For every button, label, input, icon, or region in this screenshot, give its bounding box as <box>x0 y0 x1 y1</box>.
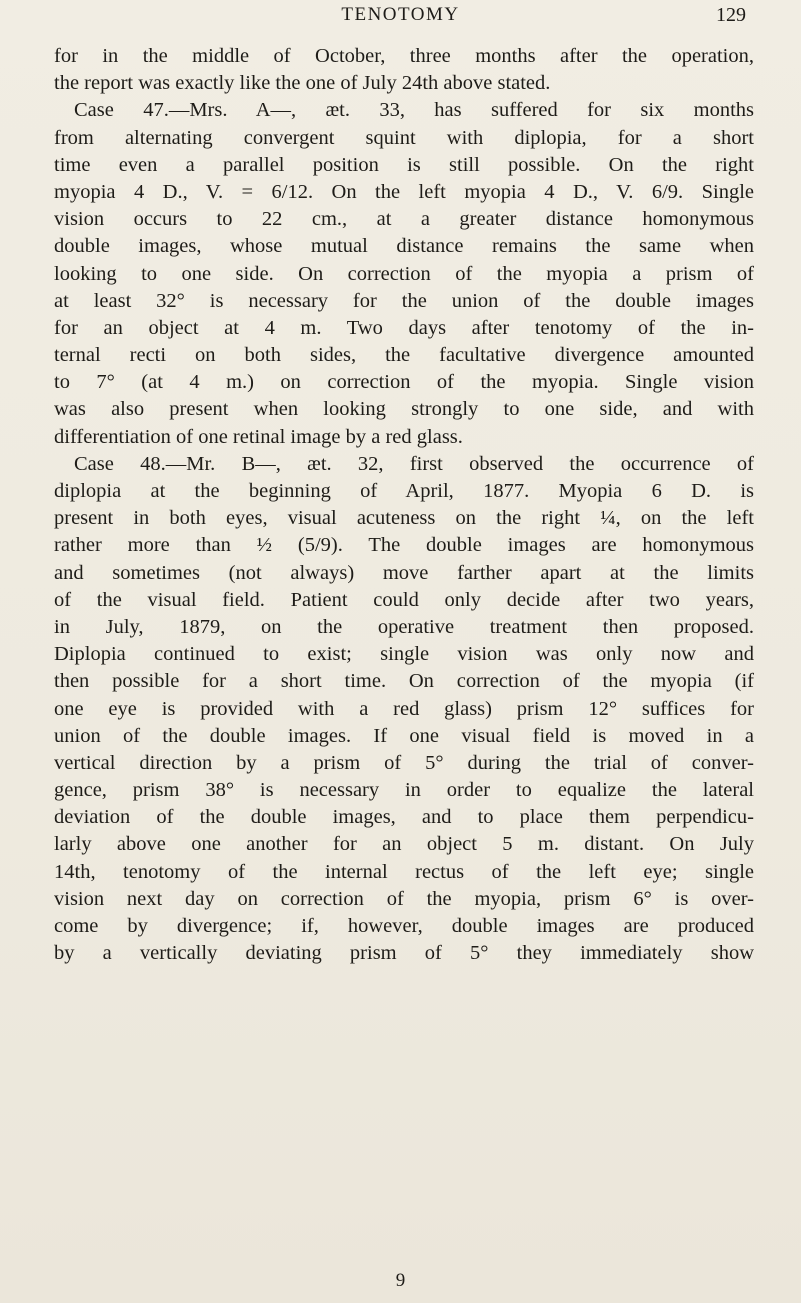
text-line: 14th, tenotomy of the internal rectus of the left eye; single <box>54 860 754 883</box>
text-line: gence, prism 38° is necessary in order to equalize the lateral <box>54 779 754 802</box>
text-line: diplopia at the beginning of April, 1877. Myopia 6 D. is <box>54 480 754 502</box>
text-line: ternal recti on both sides, the facultative divergence amounted <box>54 344 754 367</box>
text-line: one eye is provided with a red glass) prism 12° suffices for <box>54 697 754 720</box>
text-line: by a vertically deviating prism of 5° they immediately show <box>54 942 754 965</box>
running-head <box>0 2 801 32</box>
text-line: rather more than ½ (5/9). The double images are homonymous <box>54 534 754 557</box>
text-line: vertical direction by a prism of 5° during the trial of conver- <box>54 751 754 774</box>
text-line: Case 47.—Mrs. A—, æt. 33, has suffered for six months <box>74 99 754 122</box>
text-line: in July, 1879, on the operative treatment then proposed. <box>54 615 754 638</box>
text-line: vision next day on correction of the myopia, prism 6° is over- <box>54 887 754 910</box>
page-number: 129 <box>716 4 746 26</box>
text-line: present in both eyes, visual acuteness on the right ¼, on the left <box>54 507 754 530</box>
text-line: time even a parallel position is still possible. On the right <box>54 153 754 176</box>
signature-mark: 9 <box>395 1270 406 1291</box>
text-line: union of the double images. If one visual field is moved in a <box>54 724 754 747</box>
text-line: from alternating convergent squint with diplopia, for a short <box>54 126 754 149</box>
text-line: larly above one another for an object 5 m. distant. On July <box>54 833 754 856</box>
text-line: vision occurs to 22 cm., at a greater distance homonymous <box>54 208 754 231</box>
text-line: at least 32° is necessary for the union of the double images <box>54 289 754 312</box>
text-line: then possible for a short time. On correction of the myopia (if <box>54 670 754 693</box>
text-line: for an object at 4 m. Two days after tenotomy of the in- <box>54 316 754 339</box>
text-line: looking to one side. On correction of the myopia a prism of <box>54 262 754 285</box>
text-line: of the visual field. Patient could only decide after two years, <box>54 588 754 611</box>
text-line: deviation of the double images, and to place them perpendicu- <box>54 806 754 829</box>
text-line: differentiation of one retinal image by a red glass. <box>54 425 463 448</box>
text-line: come by divergence; if, however, double images are produced <box>54 915 754 937</box>
text-line: for in the middle of October, three months after the operation, <box>54 45 754 67</box>
text-line: double images, whose mutual distance remains the same when <box>54 235 754 258</box>
text-line: to 7° (at 4 m.) on correction of the myopia. Single vision <box>54 371 754 394</box>
body-text <box>54 43 754 967</box>
text-line: the report was exactly like the one of July 24th above stated. <box>54 72 551 95</box>
text-line: Case 48.—Mr. B—, æt. 32, first observed the occurrence of <box>74 452 754 475</box>
text-line: myopia 4 D., V. = 6/12. On the left myopia 4 D., V. 6/9. Single <box>54 180 754 203</box>
running-title: TENOTOMY <box>341 4 460 25</box>
text-line: and sometimes (not always) move farther apart at the limits <box>54 561 754 584</box>
text-line: was also present when looking strongly to one side, and with <box>54 398 754 421</box>
text-line: Diplopia continued to exist; single vision was only now and <box>54 643 754 666</box>
